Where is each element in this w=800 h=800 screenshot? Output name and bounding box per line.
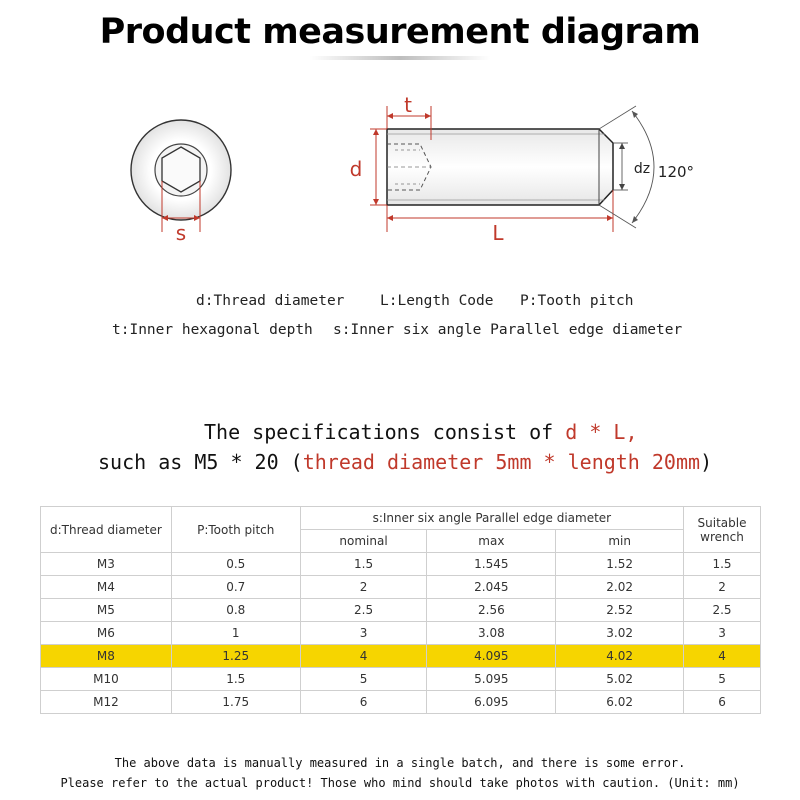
spec-line-2-prefix: such as M5 * 20 (: [98, 450, 303, 474]
spec-line-1-highlight: d * L: [565, 420, 626, 444]
cell-max: 3.08: [427, 622, 556, 645]
table-row: [41, 599, 761, 622]
note-line-2: Please refer to the actual product! Those who mind should take photos with caution. (Unit: mm): [60, 776, 740, 790]
spec-line-2-highlight: thread diameter 5mm * length 20mm: [302, 450, 701, 474]
cell-pitch: 0.8: [171, 599, 300, 622]
angle-arrow-bottom: [632, 216, 638, 223]
spec-line-2: [98, 450, 712, 474]
header-s-group: s:Inner six angle Parallel edge diameter: [300, 507, 683, 530]
header-tooth-pitch: P:Tooth pitch: [171, 507, 300, 553]
header-wrench-line-1: Suitable: [697, 515, 747, 530]
L-label: L: [492, 221, 504, 245]
cell-min: 6.02: [556, 691, 684, 714]
cell-nominal: 6: [300, 691, 427, 714]
cell-nominal: 5: [300, 668, 427, 691]
cell-wrench: 1.5: [684, 553, 761, 576]
cell-max: 1.545: [427, 553, 556, 576]
s-label: s: [175, 221, 187, 245]
legend-d: d:Thread diameter: [196, 293, 345, 309]
table-row: [41, 668, 761, 691]
dz-arrow-top: [619, 143, 625, 149]
header-suitable-wrench: [684, 507, 761, 553]
cell-nominal: 3: [300, 622, 427, 645]
cell-nominal: 4: [300, 645, 427, 668]
front-view: [131, 120, 231, 245]
cell-max: 2.045: [427, 576, 556, 599]
cell-thread: M5: [41, 599, 172, 622]
page-title: Product measurement diagram: [99, 12, 701, 52]
header-max: max: [427, 530, 556, 553]
L-arrow-right: [607, 215, 613, 221]
title-underline: [310, 56, 490, 60]
spec-line-2-suffix: ): [700, 450, 713, 474]
cell-max: 2.56: [427, 599, 556, 622]
table-row: [41, 691, 761, 714]
cell-min: 2.52: [556, 599, 684, 622]
dz-label: dz: [633, 161, 651, 177]
L-arrow-left: [387, 215, 393, 221]
cell-min: 3.02: [556, 622, 684, 645]
cell-thread: M3: [41, 553, 172, 576]
measurement-diagram: [0, 0, 800, 300]
cell-pitch: 0.5: [171, 553, 300, 576]
header-nominal: nominal: [300, 530, 427, 553]
cell-nominal: 2.5: [300, 599, 427, 622]
side-view: [350, 93, 694, 245]
cell-max: 4.095: [427, 645, 556, 668]
cell-max: 5.095: [427, 668, 556, 691]
cell-nominal: 1.5: [300, 553, 427, 576]
cone-line-bottom: [599, 205, 636, 228]
header-wrench-line-2: wrench: [700, 529, 744, 544]
spec-line-1-prefix: The specifications consist of: [204, 420, 566, 444]
note-line-1: The above data is manually measured in a single batch, and there is some error.: [114, 756, 686, 770]
spec-line-1: [204, 420, 638, 444]
d-arrow-top: [373, 129, 379, 135]
header-thread-diameter: d:Thread diameter: [41, 507, 172, 553]
cell-wrench: 5: [684, 668, 761, 691]
screw-body: [387, 129, 613, 205]
spec-table: [40, 506, 761, 714]
cone-line-top: [599, 106, 636, 129]
cell-wrench: 3: [684, 622, 761, 645]
dz-arrow-bottom: [619, 184, 625, 190]
legend-t: t:Inner hexagonal depth: [112, 322, 313, 338]
cell-wrench: 2: [684, 576, 761, 599]
cell-thread: M4: [41, 576, 172, 599]
d-label: d: [349, 157, 363, 181]
t-arrow-right: [425, 113, 431, 119]
table-row: [41, 553, 761, 576]
angle-label: 120°: [657, 163, 695, 181]
legend-s: s:Inner six angle Parallel edge diameter: [333, 322, 683, 338]
cell-min: 2.02: [556, 576, 684, 599]
cell-thread: M6: [41, 622, 172, 645]
angle-arrow-top: [632, 111, 638, 118]
cell-thread: M8: [41, 645, 172, 668]
spec-line-1-suffix: ,: [625, 420, 638, 444]
header-min: min: [556, 530, 684, 553]
cell-max: 6.095: [427, 691, 556, 714]
cell-pitch: 1.5: [171, 668, 300, 691]
table-row: [41, 622, 761, 645]
cell-thread: M12: [41, 691, 172, 714]
t-arrow-left: [387, 113, 393, 119]
cell-pitch: 1: [171, 622, 300, 645]
legend-P: P:Tooth pitch: [520, 293, 634, 309]
cell-thread: M10: [41, 668, 172, 691]
cell-min: 1.52: [556, 553, 684, 576]
d-arrow-bottom: [373, 199, 379, 205]
cell-wrench: 2.5: [684, 599, 761, 622]
cell-min: 4.02: [556, 645, 684, 668]
legend-L: L:Length Code: [380, 293, 494, 309]
cell-nominal: 2: [300, 576, 427, 599]
table-row-highlighted: [41, 645, 761, 668]
cell-pitch: 1.25: [171, 645, 300, 668]
cell-pitch: 0.7: [171, 576, 300, 599]
cell-wrench: 4: [684, 645, 761, 668]
t-label: t: [404, 93, 412, 117]
cell-min: 5.02: [556, 668, 684, 691]
cell-wrench: 6: [684, 691, 761, 714]
table-row: [41, 576, 761, 599]
cell-pitch: 1.75: [171, 691, 300, 714]
